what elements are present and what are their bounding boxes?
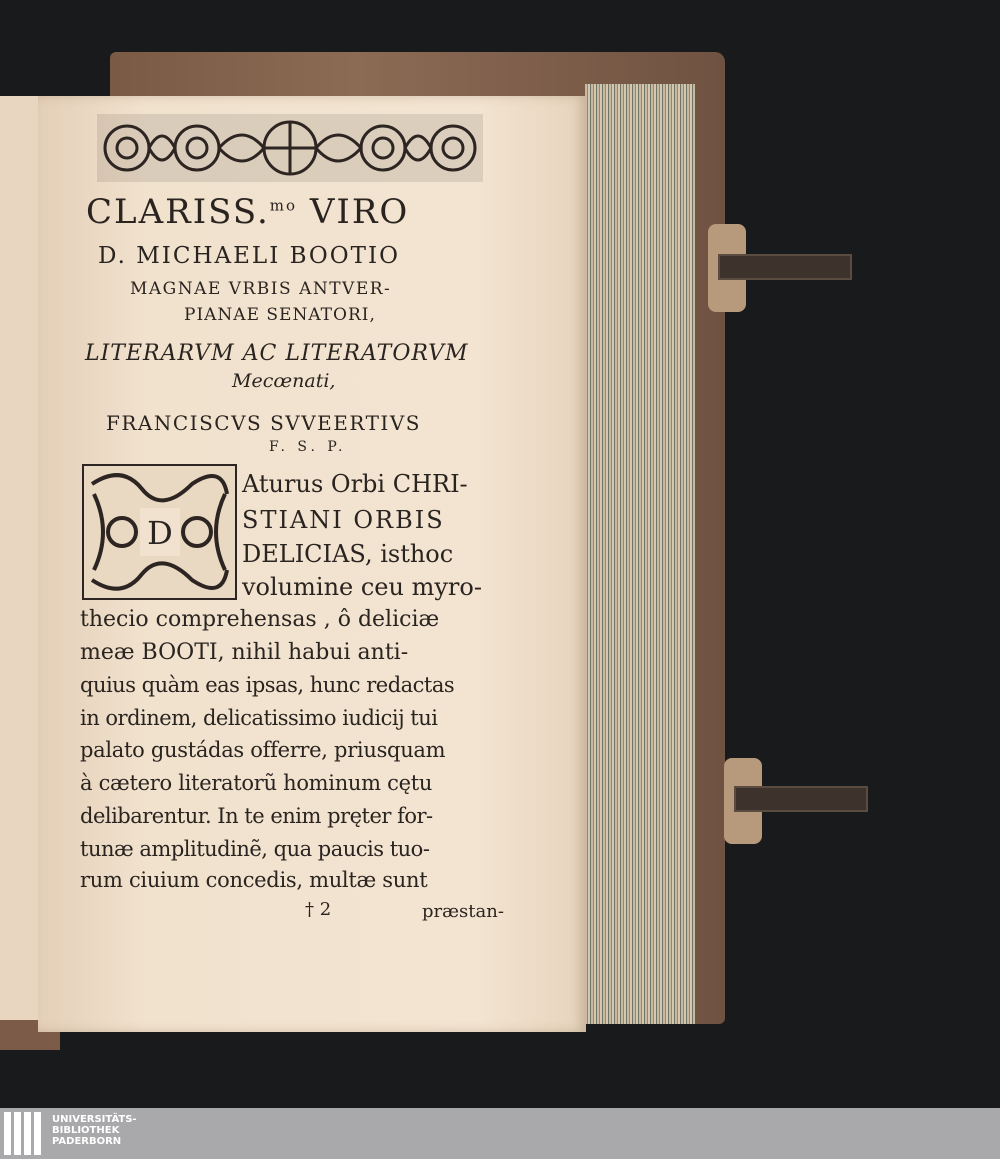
body-line-4: volumine ceu myro- bbox=[242, 573, 482, 601]
body-line-11: delibarentur. In te enim pręter for- bbox=[80, 804, 433, 828]
body-line-13: rum ciuium concedis, multæ sunt bbox=[80, 868, 428, 892]
body-line-10: à cætero literatorũ hominum cętu bbox=[80, 771, 433, 795]
decorated-initial bbox=[82, 464, 237, 600]
catchword: præstan- bbox=[422, 901, 504, 922]
library-footer-bar bbox=[0, 1108, 1000, 1159]
body-line-6: meæ BOOTI, nihil habui anti- bbox=[80, 640, 409, 665]
upper-clasp bbox=[708, 228, 848, 270]
signature-mark: † 2 bbox=[305, 899, 332, 920]
library-logo-icon bbox=[4, 1112, 44, 1155]
heading-line-6: Mecœnati, bbox=[232, 370, 336, 392]
body-line-1: Aturus Orbi CHRI- bbox=[242, 470, 468, 498]
heading-line-4: PIANAE SENATORI, bbox=[184, 305, 376, 325]
body-line-9: palato gustádas offerre, priusquam bbox=[80, 738, 446, 762]
body-line-7: quius quàm eas ipsas, hunc redactas bbox=[80, 673, 455, 697]
body-line-12: tunæ amplitudinẽ, qua paucis tuo- bbox=[80, 837, 430, 861]
heading-line-3: MAGNAE VRBIS ANTVER- bbox=[130, 279, 392, 299]
svg-text:D: D bbox=[147, 514, 173, 552]
heading-line-7: FRANCISCVS SVVEERTIVS bbox=[106, 411, 421, 435]
library-logo-text: UNIVERSITÄTS- BIBLIOTHEK PADERBORN bbox=[52, 1114, 137, 1147]
heading-line-1: CLARISS.$^{mo}$ VIRO bbox=[86, 192, 410, 232]
body-line-3: DELICIAS, isthoc bbox=[242, 540, 454, 568]
heading-line-2: D. MICHAELI BOOTIO bbox=[98, 243, 400, 269]
body-line-2: STIANI ORBIS bbox=[242, 506, 445, 534]
page-edges bbox=[585, 84, 695, 1024]
lower-clasp bbox=[724, 760, 864, 802]
heading-line-8: F. S. P. bbox=[269, 439, 347, 455]
body-line-5: thecio comprehensas , ô deliciæ bbox=[80, 607, 440, 632]
body-line-8: in ordinem, delicatissimo iudicij tui bbox=[80, 706, 438, 730]
headpiece-ornament bbox=[97, 114, 483, 182]
heading-line-5: LITERARVM AC LITERATORVM bbox=[85, 341, 469, 366]
